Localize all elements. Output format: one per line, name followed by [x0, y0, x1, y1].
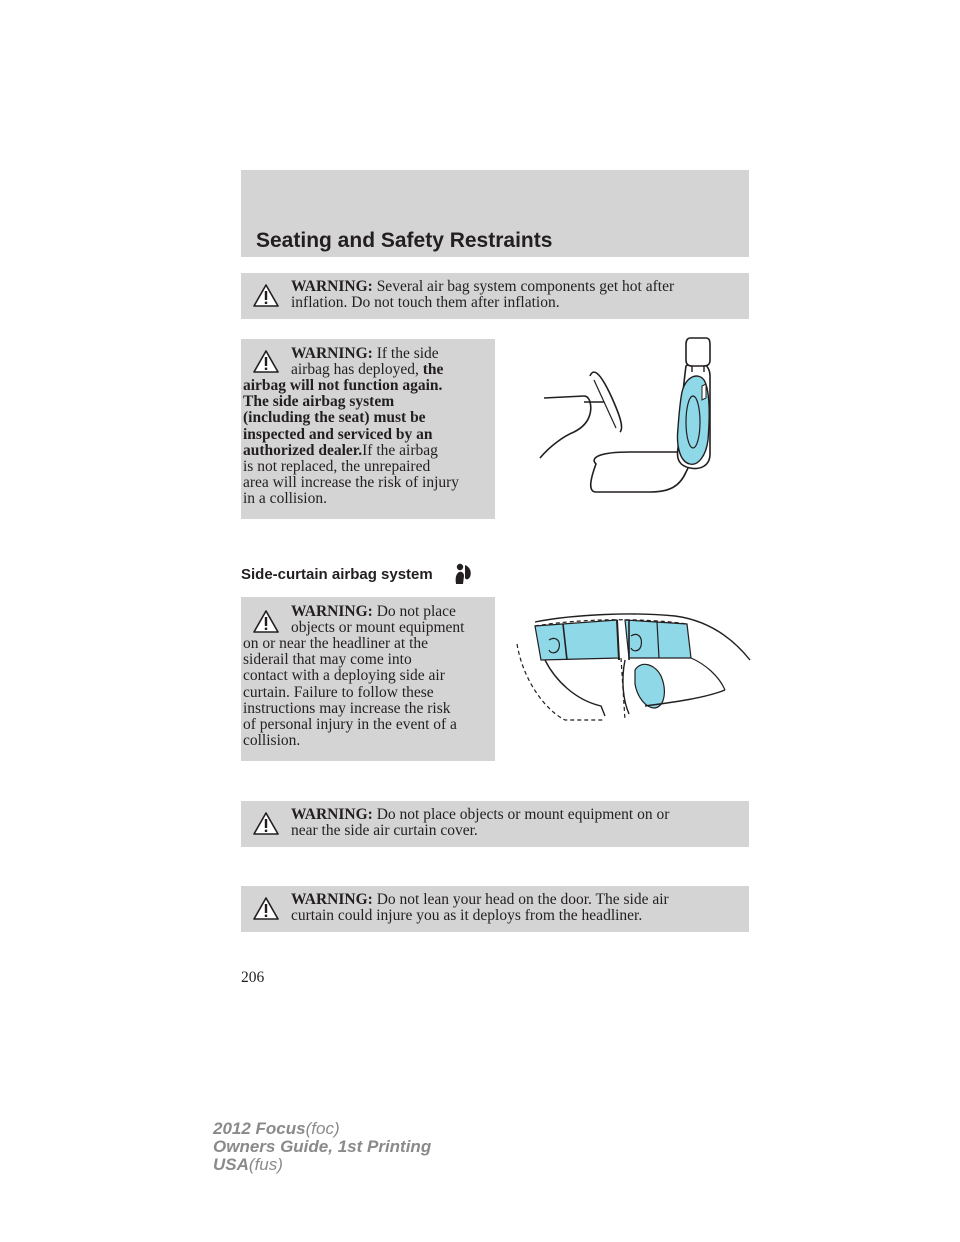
warning-text-line: in a collision. [243, 490, 327, 508]
warning-triangle-icon [252, 349, 280, 374]
warning-text-line: instructions may increase the risk [243, 699, 451, 717]
warning-text-line: area will increase the risk of injury [243, 474, 460, 492]
warning-label: WARNING: [291, 278, 377, 295]
footer-region-code: (fus) [248, 1155, 283, 1174]
section-title: Seating and Safety Restraints [256, 229, 553, 252]
page-number: 206 [241, 969, 265, 986]
warning-text-line: Do not place [376, 603, 456, 620]
footer-region: USA [213, 1155, 249, 1174]
warning-label: WARNING: [291, 603, 377, 620]
warning-box-curtain-cover [241, 801, 749, 847]
warning-text-line: Do not lean your head on the door. The side air [376, 891, 669, 908]
warning-text-line: If the airbag [362, 441, 438, 459]
warning-label: WARNING: [291, 891, 377, 908]
warning-box-hot-components [241, 273, 749, 319]
warning-text-line: on or near the headliner at the [243, 635, 429, 652]
document-footer [213, 1120, 431, 1174]
warning-text-line: curtain could injure you as it deploys from the headliner. [291, 907, 643, 925]
warning-box-side-airbag-deployed [241, 339, 495, 519]
warning-label: WARNING: [291, 806, 377, 823]
warning-text-line: Do not place objects or mount equipment on or [376, 806, 670, 823]
warning-text-line: objects or mount equipment [291, 619, 465, 637]
warning-text-line: siderail that may come into [243, 651, 412, 669]
warning-text-line: airbag has deployed, [291, 361, 419, 379]
warning-box-headliner-objects [241, 597, 495, 761]
warning-triangle-icon [252, 609, 280, 634]
footer-guide: Owners Guide, 1st Printing [213, 1137, 432, 1156]
warning-emphasis-line: (including the seat) must be [243, 409, 426, 427]
warning-text-line: of personal injury in the event of a [243, 716, 457, 734]
footer-model-code: (foc) [305, 1119, 340, 1138]
warning-label: WARNING: [291, 345, 377, 362]
side-curtain-airbag-illustration [505, 610, 755, 725]
warning-text-line: inflation. Do not touch them after inflation. [291, 294, 560, 312]
warning-text-line: contact with a deploying side air [243, 667, 445, 685]
subsection-title: Side-curtain airbag system [241, 566, 433, 583]
warning-text-line: Several air bag system components get hot after [376, 278, 675, 295]
warning-triangle-icon [252, 896, 280, 921]
warning-text-line: is not replaced, the unrepaired [243, 458, 431, 476]
warning-text-line: curtain. Failure to follow these [243, 683, 434, 701]
warning-emphasis-line: airbag will not function again. [243, 377, 443, 394]
warning-emphasis-line: The side airbag system [243, 393, 395, 411]
footer-model: 2012 Focus [213, 1119, 306, 1138]
side-curtain-airbag-icon [450, 562, 474, 586]
warning-emphasis-line: authorized dealer. [243, 441, 363, 459]
warning-triangle-icon [252, 811, 280, 836]
warning-box-head-on-door [241, 886, 749, 932]
warning-text-line: If the side [376, 345, 439, 362]
warning-text-line: collision. [243, 732, 301, 750]
warning-text-line: near the side air curtain cover. [291, 822, 478, 840]
seat-side-airbag-illustration [530, 336, 750, 496]
warning-emphasis-line: inspected and serviced by an [243, 425, 433, 443]
warning-emphasis: the [418, 361, 444, 379]
warning-triangle-icon [252, 283, 280, 308]
